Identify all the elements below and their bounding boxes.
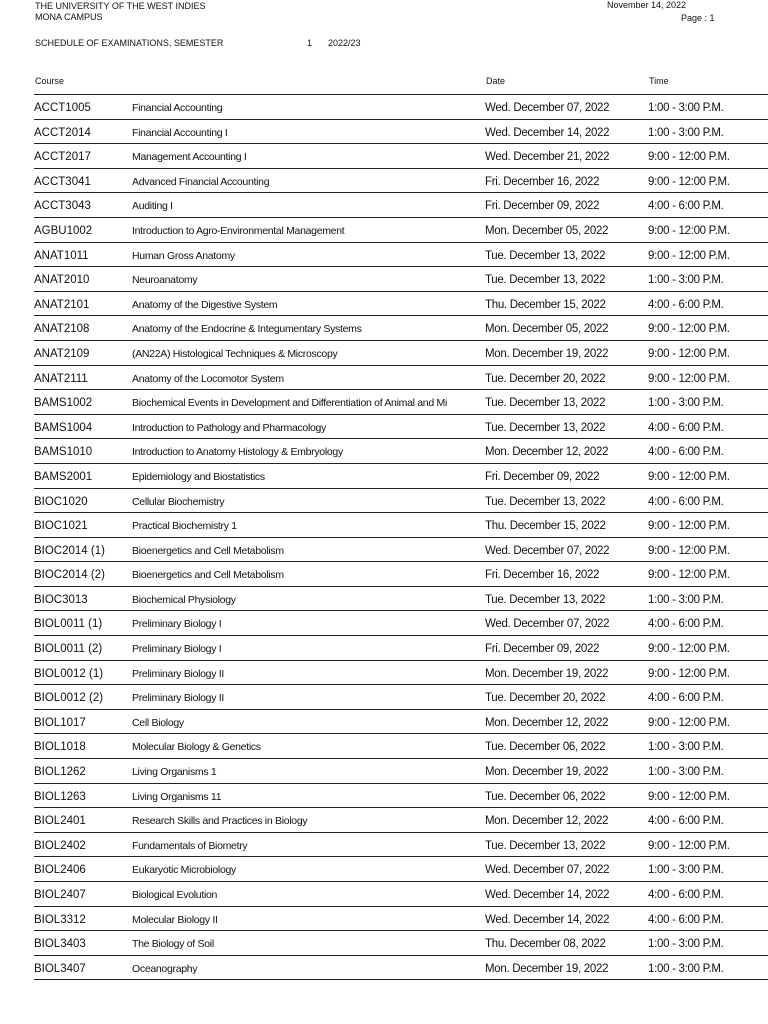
course-code: BIOL0011 (1)	[34, 618, 103, 631]
exam-time: 1:00 - 3:00 P.M.	[648, 741, 724, 754]
course-title: Cellular Biochemistry	[132, 495, 225, 508]
exam-date: Tue. December 20, 2022	[485, 372, 606, 385]
exam-time: 9:00 - 12:00 P.M.	[648, 839, 730, 852]
exam-time: 9:00 - 12:00 P.M.	[648, 520, 730, 533]
exam-time: 9:00 - 12:00 P.M.	[648, 544, 730, 557]
course-code: ANAT2101	[34, 298, 90, 311]
course-title: Living Organisms 1	[132, 766, 217, 779]
table-row	[34, 907, 768, 932]
course-title: Anatomy of the Endocrine & Integumentary Systems	[132, 323, 362, 336]
course-title: Oceanography	[132, 962, 198, 975]
exam-date: Wed. December 07, 2022	[485, 544, 610, 557]
course-title: Preliminary Biology II	[132, 692, 225, 705]
course-code: BIOC1020	[34, 495, 88, 508]
exam-time: 1:00 - 3:00 P.M.	[648, 864, 724, 877]
exam-time: 4:00 - 6:00 P.M.	[648, 815, 724, 828]
exam-date: Thu. December 08, 2022	[485, 938, 606, 951]
exam-date: Mon. December 12, 2022	[485, 446, 609, 459]
table-row	[34, 587, 768, 612]
exam-date: Fri. December 16, 2022	[485, 175, 600, 188]
table-row	[34, 243, 768, 268]
table-row	[34, 661, 768, 686]
table-row	[34, 833, 768, 858]
table-row	[34, 415, 768, 440]
course-title: Neuroanatomy	[132, 274, 198, 287]
course-title: Introduction to Pathology and Pharmacology	[132, 421, 327, 434]
table-row	[34, 292, 768, 317]
exam-date: Mon. December 19, 2022	[485, 667, 609, 680]
report-date: November 14, 2022	[607, 0, 687, 10]
course-code: BIOL2407	[34, 889, 86, 901]
exam-time: 1:00 - 3:00 P.M.	[648, 126, 724, 139]
exam-date: Wed. December 07, 2022	[485, 618, 610, 631]
course-title: Biological Evolution	[132, 889, 218, 901]
course-code: AGBU1002	[34, 224, 93, 237]
course-title: Practical Biochemistry 1	[132, 520, 237, 533]
course-code: BIOC1021	[34, 520, 88, 533]
exam-date: Mon. December 12, 2022	[485, 815, 609, 828]
exam-time: 9:00 - 12:00 P.M.	[648, 470, 730, 483]
exam-time: 4:00 - 6:00 P.M.	[648, 200, 724, 213]
exam-date: Fri. December 09, 2022	[485, 643, 600, 656]
exam-time: 4:00 - 6:00 P.M.	[648, 421, 724, 434]
exam-date: Mon. December 19, 2022	[485, 962, 609, 975]
exam-date: Mon. December 19, 2022	[485, 766, 609, 779]
course-code: BAMS2001	[34, 470, 93, 483]
course-title: Biochemical Events in Development and Differentiation of Animal and Mi	[132, 397, 447, 410]
table-row	[34, 169, 768, 194]
course-title: Bioenergetics and Cell Metabolism	[132, 569, 284, 582]
course-title: Eukaryotic Microbiology	[132, 864, 236, 877]
table-row	[34, 267, 768, 292]
exam-time: 4:00 - 6:00 P.M.	[648, 618, 724, 631]
course-code: BIOL2406	[34, 864, 86, 877]
course-code: BIOL1017	[34, 716, 86, 729]
exam-time: 9:00 - 12:00 P.M.	[648, 569, 730, 582]
course-code: BAMS1004	[34, 421, 93, 434]
course-title: Anatomy of the Digestive System	[132, 298, 278, 311]
exam-date: Fri. December 16, 2022	[485, 569, 600, 582]
exam-time: 9:00 - 12:00 P.M.	[648, 372, 730, 385]
exam-date: Wed. December 14, 2022	[485, 889, 610, 901]
course-code: BIOL2402	[34, 839, 86, 852]
table-row	[34, 636, 768, 661]
course-code: BIOL1263	[34, 790, 86, 803]
table-row	[34, 193, 768, 218]
course-title: Research Skills and Practices in Biology	[132, 815, 308, 828]
exam-date: Mon. December 05, 2022	[485, 323, 609, 336]
course-title: Preliminary Biology I	[132, 618, 222, 631]
course-title: Human Gross Anatomy	[132, 249, 235, 262]
exam-date: Tue. December 13, 2022	[485, 839, 606, 852]
table-row	[34, 95, 768, 120]
exam-time: 9:00 - 12:00 P.M.	[648, 667, 730, 680]
course-code: ANAT2010	[34, 274, 90, 287]
exam-date: Mon. December 19, 2022	[485, 347, 609, 360]
course-code: BIOL0012 (2)	[34, 692, 104, 705]
course-code: BIOC2014 (2)	[34, 569, 105, 582]
course-title: Advanced Financial Accounting	[132, 175, 270, 188]
exam-time: 9:00 - 12:00 P.M.	[648, 790, 730, 803]
course-title: Fundamentals of Biometry	[132, 839, 248, 852]
university-name: THE UNIVERSITY OF THE WEST INDIES	[35, 1, 206, 11]
table-row	[34, 562, 768, 587]
course-code: ACCT2014	[34, 126, 91, 139]
campus-name: MONA CAMPUS	[35, 12, 103, 22]
exam-time: 9:00 - 12:00 P.M.	[648, 643, 730, 656]
exam-date: Tue. December 06, 2022	[485, 790, 606, 803]
exam-time: 9:00 - 12:00 P.M.	[648, 224, 730, 237]
exam-date: Tue. December 13, 2022	[485, 249, 606, 262]
exam-date: Tue. December 13, 2022	[485, 397, 606, 410]
course-code: ANAT2111	[34, 372, 88, 385]
table-row	[34, 439, 768, 464]
exam-date: Fri. December 09, 2022	[485, 200, 600, 213]
course-title: Financial Accounting	[132, 102, 223, 114]
table-row	[34, 808, 768, 833]
course-code: ACCT1005	[34, 102, 91, 114]
course-title: Preliminary Biology I	[132, 643, 222, 656]
exam-date: Tue. December 06, 2022	[485, 741, 606, 754]
schedule-heading	[35, 38, 361, 49]
exam-date: Tue. December 20, 2022	[485, 692, 606, 705]
course-code: BAMS1002	[34, 397, 93, 410]
course-code: ANAT1011	[34, 249, 89, 262]
course-title: Preliminary Biology II	[132, 667, 225, 680]
table-row	[34, 685, 768, 710]
exam-time: 1:00 - 3:00 P.M.	[648, 102, 724, 114]
course-title: (AN22A) Histological Techniques & Microscopy	[132, 347, 338, 360]
course-title: The Biology of Soil	[132, 938, 214, 951]
course-code: BAMS1010	[34, 446, 93, 459]
exam-date: Wed. December 14, 2022	[485, 126, 610, 139]
exam-time: 1:00 - 3:00 P.M.	[648, 593, 724, 606]
course-code: BIOL3403	[34, 938, 86, 951]
course-code: ACCT3041	[34, 175, 91, 188]
exam-time: 4:00 - 6:00 P.M.	[648, 446, 724, 459]
table-row	[34, 538, 768, 563]
exam-time: 9:00 - 12:00 P.M.	[648, 151, 730, 164]
exam-date: Tue. December 13, 2022	[485, 274, 606, 287]
exam-date: Tue. December 13, 2022	[485, 495, 606, 508]
table-row	[34, 341, 768, 366]
course-title: Financial Accounting I	[132, 126, 228, 139]
course-title: Biochemical Physiology	[132, 593, 236, 606]
exam-date: Fri. December 09, 2022	[485, 470, 600, 483]
table-row	[34, 513, 768, 538]
table-row	[34, 710, 768, 735]
exam-time: 9:00 - 12:00 P.M.	[648, 347, 730, 360]
academic-year: 2022/23	[328, 38, 361, 48]
course-code: BIOC3013	[34, 593, 88, 606]
exam-date: Wed. December 07, 2022	[485, 102, 610, 114]
exam-time: 4:00 - 6:00 P.M.	[648, 889, 724, 901]
exam-date: Mon. December 12, 2022	[485, 716, 609, 729]
table-row	[34, 759, 768, 784]
course-code: BIOL2401	[34, 815, 86, 828]
table-row	[34, 464, 768, 489]
course-code: BIOL0011 (2)	[34, 643, 103, 656]
schedule-title: SCHEDULE OF EXAMINATIONS, SEMESTER	[35, 38, 224, 48]
course-title: Cell Biology	[132, 716, 184, 729]
exam-date: Wed. December 14, 2022	[485, 913, 610, 926]
course-title: Auditing I	[132, 200, 173, 213]
course-code: BIOL3407	[34, 962, 86, 975]
table-row	[34, 489, 768, 514]
exam-time: 4:00 - 6:00 P.M.	[648, 298, 724, 311]
exam-time: 4:00 - 6:00 P.M.	[648, 692, 724, 705]
course-title: Molecular Biology II	[132, 913, 218, 926]
exam-date: Wed. December 21, 2022	[485, 151, 610, 164]
course-code: BIOL1018	[34, 741, 86, 754]
course-code: BIOL3312	[34, 913, 86, 926]
course-code: BIOC2014 (1)	[34, 544, 105, 557]
course-code: BIOL1262	[34, 766, 86, 779]
exam-date: Tue. December 13, 2022	[485, 593, 606, 606]
table-row	[34, 611, 768, 636]
course-code: ANAT2108	[34, 323, 90, 336]
exam-time: 1:00 - 3:00 P.M.	[648, 274, 724, 287]
exam-time: 9:00 - 12:00 P.M.	[648, 716, 730, 729]
semester-number: 1	[307, 38, 313, 48]
exam-date: Thu. December 15, 2022	[485, 520, 606, 533]
course-title: Living Organisms 11	[132, 790, 222, 803]
exam-date: Mon. December 05, 2022	[485, 224, 609, 237]
exam-date: Thu. December 15, 2022	[485, 298, 606, 311]
course-title: Molecular Biology & Genetics	[132, 741, 261, 754]
table-row	[34, 316, 768, 341]
table-row	[34, 956, 768, 981]
table-row	[34, 931, 768, 956]
exam-time: 1:00 - 3:00 P.M.	[648, 962, 724, 975]
exam-date: Tue. December 13, 2022	[485, 421, 606, 434]
course-title: Introduction to Anatomy Histology & Embryology	[132, 446, 343, 459]
table-row	[34, 390, 768, 415]
schedule-table	[0, 95, 768, 980]
course-title: Bioenergetics and Cell Metabolism	[132, 544, 284, 557]
exam-date: Wed. December 07, 2022	[485, 864, 610, 877]
table-row	[34, 734, 768, 759]
course-title: Management Accounting I	[132, 151, 247, 164]
column-header-time: Time	[649, 76, 669, 86]
course-code: ACCT2017	[34, 151, 91, 164]
table-row	[34, 366, 768, 391]
exam-time: 1:00 - 3:00 P.M.	[648, 766, 724, 779]
exam-time: 1:00 - 3:00 P.M.	[648, 397, 724, 410]
column-header-date: Date	[486, 76, 506, 86]
page-number: Page : 1	[681, 13, 715, 23]
exam-time: 9:00 - 12:00 P.M.	[648, 323, 730, 336]
exam-time: 9:00 - 12:00 P.M.	[648, 249, 730, 262]
table-row	[34, 784, 768, 809]
course-code: ANAT2109	[34, 347, 90, 360]
table-row	[34, 144, 768, 169]
course-code: ACCT3043	[34, 200, 91, 213]
course-title: Anatomy of the Locomotor System	[132, 372, 284, 385]
course-code: BIOL0012 (1)	[34, 667, 104, 680]
table-row	[34, 218, 768, 243]
table-row	[34, 882, 768, 907]
table-row	[34, 857, 768, 882]
exam-time: 1:00 - 3:00 P.M.	[648, 938, 724, 951]
column-header-course: Course	[35, 76, 65, 86]
course-title: Epidemiology and Biostatistics	[132, 470, 265, 483]
course-title: Introduction to Agro-Environmental Management	[132, 224, 345, 237]
exam-time: 9:00 - 12:00 P.M.	[648, 175, 730, 188]
table-row	[34, 120, 768, 145]
exam-time: 4:00 - 6:00 P.M.	[648, 495, 724, 508]
exam-time: 4:00 - 6:00 P.M.	[648, 913, 724, 926]
